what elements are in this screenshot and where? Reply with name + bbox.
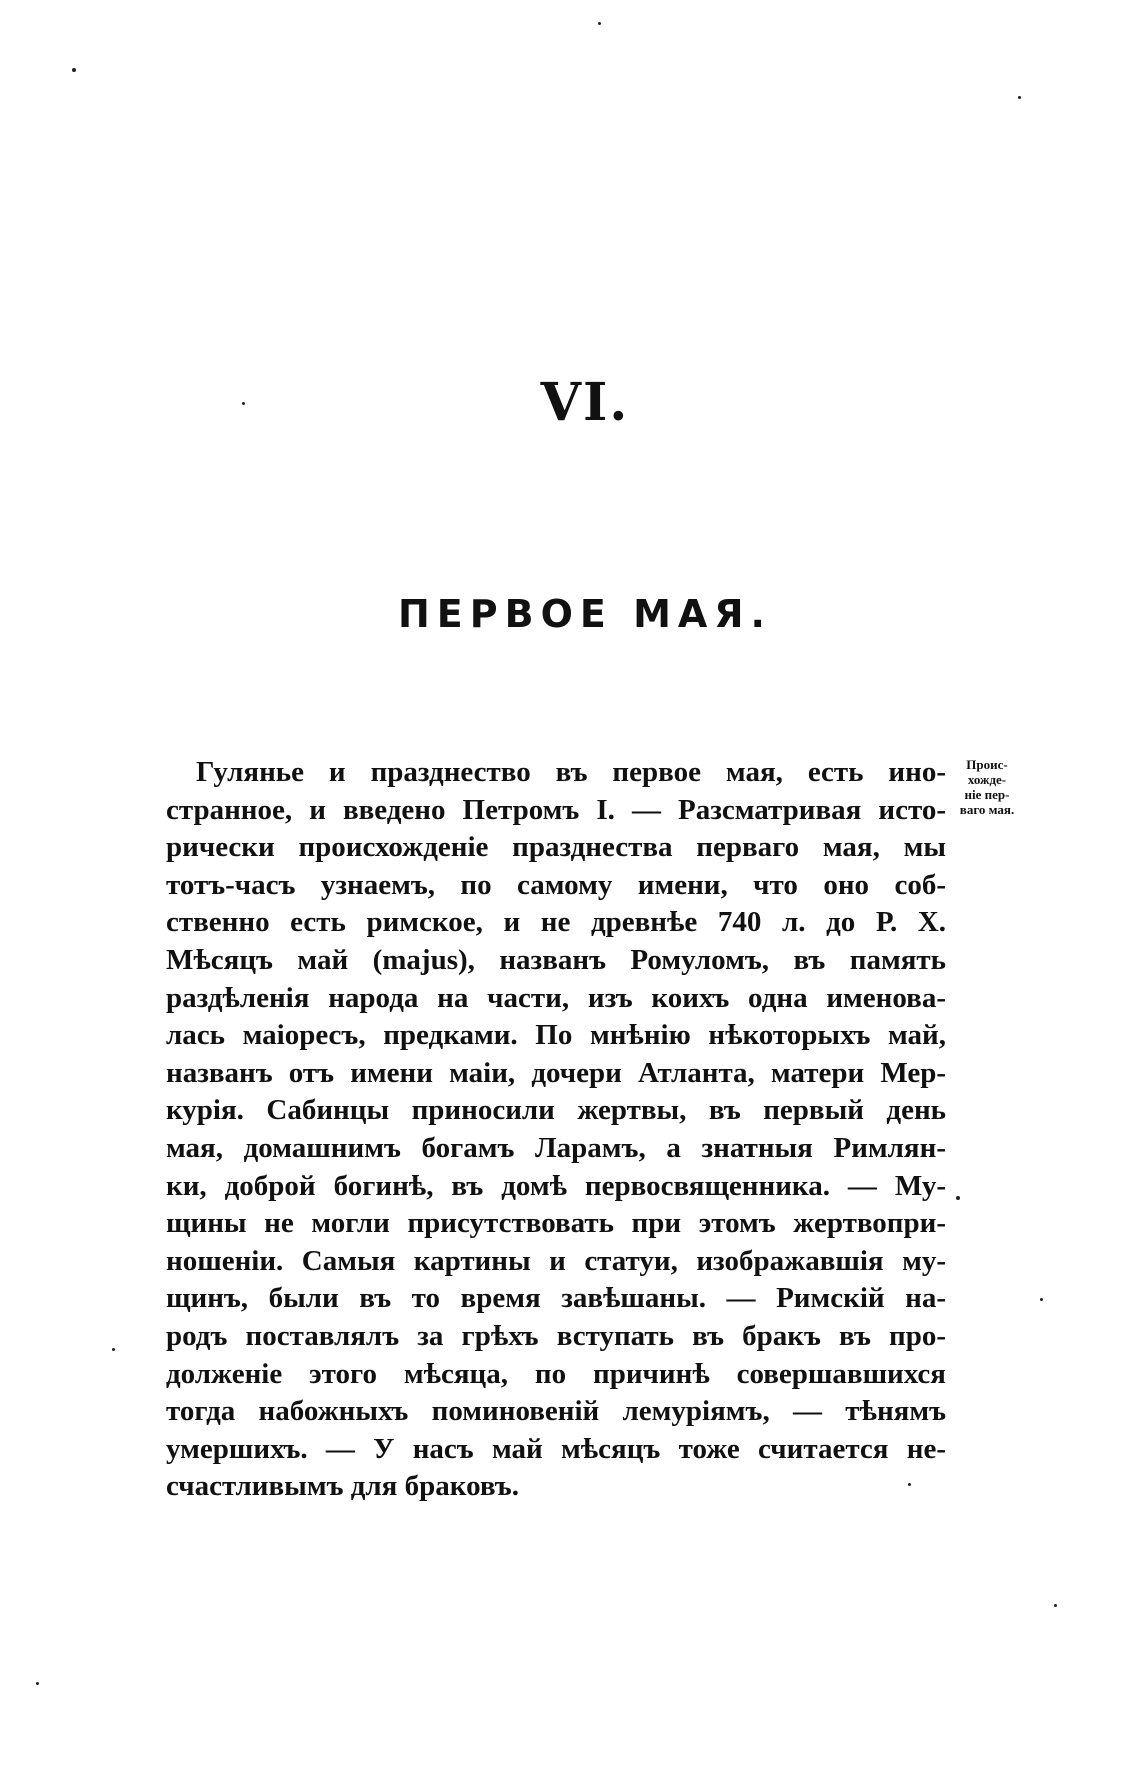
chapter-number: VI. xyxy=(540,372,630,433)
scan-speck xyxy=(1040,1298,1043,1301)
scan-speck xyxy=(1018,96,1021,99)
text-line: щинъ, были въ то время завѣшаны. — Римскій на- xyxy=(166,1282,946,1315)
text-line: лась маіоресъ, предками. По мнѣнію нѣкоторыхъ май, xyxy=(166,1019,946,1052)
text-line: раздѣленія народа на части, изъ коихъ одна именова- xyxy=(166,981,946,1014)
text-line: названъ отъ имени маіи, дочери Атланта, матери Мер- xyxy=(166,1056,946,1089)
margin-note-line: хожде- xyxy=(967,772,1007,787)
scan-speck xyxy=(242,402,245,405)
text-line: щины не могли присутствовать при этомъ жертвопри- xyxy=(166,1207,946,1240)
scan-speck xyxy=(908,1483,911,1486)
scan-speck xyxy=(112,1348,115,1351)
text-line: тогда набожныхъ поминовеній лемуріямъ, — тѣнямъ xyxy=(166,1395,946,1428)
scan-speck xyxy=(598,22,601,25)
text-line: ки, доброй богинѣ, въ домѣ первосвященника. — Му- xyxy=(166,1169,946,1202)
margin-note-line: ваго мая. xyxy=(959,802,1015,817)
scan-speck xyxy=(36,1682,39,1685)
text-line: тотъ-часъ узнаемъ, по самому имени, что оно соб- xyxy=(166,868,946,901)
text-line: рически происхожденіе празднества перваго мая, мы xyxy=(166,831,946,864)
text-line: ношеніи. Самыя картины и статуи, изображавшія му- xyxy=(166,1244,946,1277)
scan-speck xyxy=(956,1196,960,1200)
scan-speck xyxy=(72,68,76,72)
margin-note xyxy=(952,757,1022,817)
body-paragraph xyxy=(166,754,946,1506)
margin-note-line: ніе пер- xyxy=(964,787,1010,802)
text-line: ственно есть римское, и не древнѣе 740 л. до Р. Х. xyxy=(166,906,946,939)
text-line: счастливымъ для браковъ. xyxy=(166,1470,519,1503)
text-line: родъ поставлялъ за грѣхъ вступать въ бракъ въ про- xyxy=(166,1319,946,1352)
text-line: курія. Сабинцы приносили жертвы, въ первый день xyxy=(166,1094,946,1127)
text-line: долженіе этого мѣсяца, по причинѣ совершавшихся xyxy=(166,1357,946,1390)
text-line: умершихъ. — У насъ май мѣсяцъ тоже считается не- xyxy=(166,1432,946,1465)
margin-note-line: Проис- xyxy=(966,757,1008,772)
text-line: мая, домашнимъ богамъ Ларамъ, а знатныя Римлян- xyxy=(166,1131,946,1164)
text-line: странное, и введено Петромъ I. — Разсматривая исто- xyxy=(166,793,946,826)
text-line: Мѣсяцъ май (majus), названъ Ромуломъ, въ память xyxy=(166,943,946,976)
scan-speck xyxy=(1054,1604,1057,1607)
text-line: Гулянье и празднество въ первое мая, есть ино- xyxy=(196,756,946,788)
chapter-title: ПЕРВОЕ МАЯ. xyxy=(398,592,772,636)
